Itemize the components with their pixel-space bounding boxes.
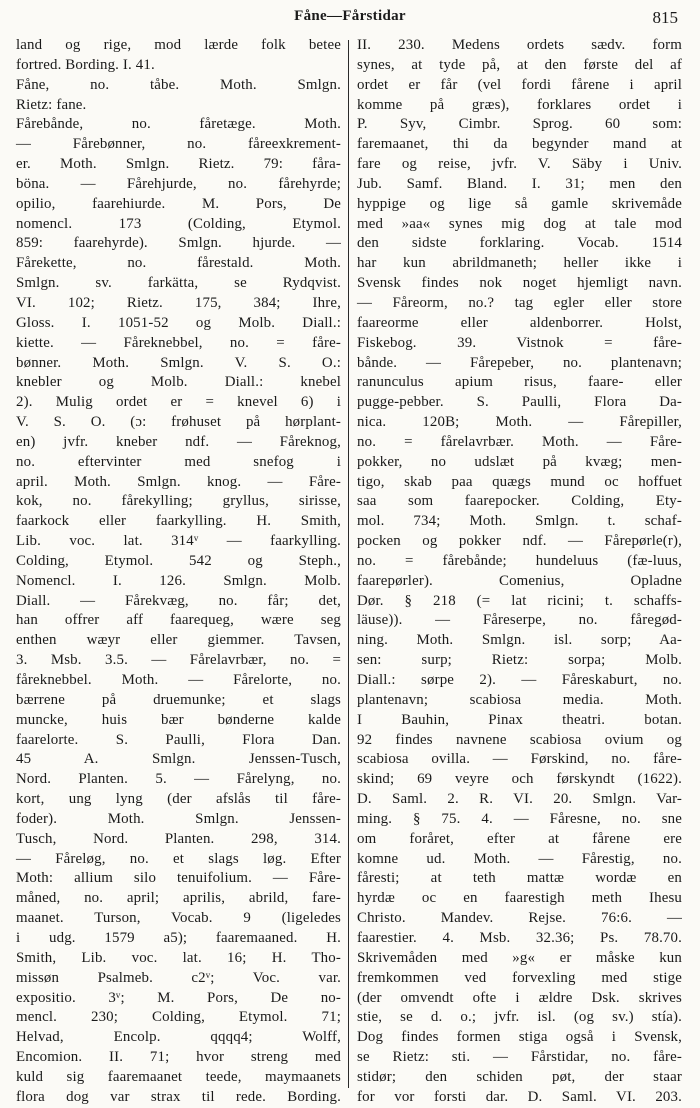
right-column-line: om foråret, efter at fårene ere [357, 830, 682, 847]
left-column-line: Fåne, no. tåbe. Moth. Smlgn. [16, 76, 341, 93]
left-column-line: Colding, Etymol. 542 og Steph., [16, 552, 341, 569]
right-column-line: 92 findes navnene scabiosa ovium og [357, 731, 682, 748]
left-column-line: V. S. O. (ɔ: frøhuset på hørplant- [16, 414, 341, 431]
left-column-line: Nord. Planten. 5. — Fårelyng, no. [16, 771, 341, 788]
left-column-line: bønner. Moth. Smlgn. V. S. O.: [16, 354, 341, 371]
right-column-line: Jub. Samf. Bland. I. 31; men den [357, 175, 682, 192]
right-column-line: komne ud. Moth. — Fårestig, no. [357, 850, 682, 867]
left-column-line: i udg. 1579 a5); faaremaaned. H. [16, 929, 341, 946]
left-column-line: april. Moth. Smlgn. knog. — Fåre- [16, 473, 341, 490]
left-column-line: no. eftervinter med snefog i [16, 453, 341, 470]
left-column-line: Fårekette, no. fårestald. Moth. [16, 255, 341, 272]
right-column-line: bånde. — Fårepeber, no. plantenavn; [357, 354, 682, 371]
left-column-line: kok, no. fårekylling; gryllus, sirisse, [16, 493, 341, 510]
left-column-line: Lib. voc. lat. 314ᵛ — faarkylling. [16, 533, 341, 550]
right-column-line: saa som faarepocker. Colding, Ety- [357, 493, 682, 510]
right-column-line: skind; 69 veyre och førskyndt (1622). [357, 771, 682, 788]
left-column-line: muncke, huis bær bønderne kalde [16, 711, 341, 728]
right-column-line: fåresti; at teth mattæ wordæ en [357, 870, 682, 887]
right-column-line: mol. 734; Moth. Smlgn. t. schaf- [357, 513, 682, 530]
left-column-line: 45 A. Smlgn. Jenssen-Tusch, [16, 751, 341, 768]
left-column-line: land og rige, mod lærde folk betee [16, 37, 341, 53]
right-column-line: Christo. Mandev. Rejse. 76:6. — [357, 910, 682, 927]
right-column-line: se Rietz: sti. — Fårstidar, no. fåre- [357, 1049, 682, 1066]
left-column-line: fåreknebbel. Moth. — Fårelorte, no. [16, 672, 341, 688]
left-column-line: Tusch, Nord. Planten. 298, 314. [16, 830, 341, 847]
column-divider [348, 40, 349, 1088]
left-column-line: 3. Msb. 3.5. — Fårelavrbær, no. = [16, 652, 341, 669]
left-column-line: maanet. Turson, Vocab. 9 (ligeledes [16, 910, 341, 927]
left-column [16, 36, 341, 1105]
left-column-line: Moth: allium silo tenuifolium. — Fåre- [16, 870, 341, 887]
left-column-line: en) jvfr. kneber ndf. — Fåreknog, [16, 433, 341, 450]
right-column-line: ranunculus apium risus, faare- eller [357, 374, 682, 391]
left-column-line: knebler og Molb. Diall.: knebel [16, 374, 341, 391]
left-column-line: måned, no. april; aprilis, abrild, fare- [16, 890, 341, 907]
left-column-line: enthen wæyr eller giemmer. Tavsen, [16, 632, 341, 649]
left-column-line: kort, ung lyng (der afslås til fåre- [16, 791, 341, 808]
right-column-line: for vor forsti dar. D. Saml. VI. 203. [357, 1088, 682, 1105]
left-column-line: missøn Psalmeb. c2ᵛ; Voc. var. [16, 969, 341, 986]
left-column-line: kuld sig faaremaanet teede, maymaanets [16, 1068, 341, 1085]
left-column-line: Diall. — Fårekvæg, no. får; det, [16, 592, 341, 609]
right-column-line: den sidste forklaring. Vocab. 1514 [357, 235, 682, 252]
right-column-line: stidør; den schiden pøt, der staar [357, 1068, 682, 1085]
right-column-line: Diall.: sørpe 2). — Fåreskaburt, no. [357, 672, 682, 688]
right-column-line: fare og reise, jvfr. V. Säby i Univ. [357, 156, 682, 173]
right-column-line: stie, se d. o.; jvfr. isl. (og sv.) stía). [357, 1009, 682, 1026]
left-column-line: Rietz: fane. [16, 96, 87, 113]
left-column-line: mencl. 230; Colding, Etymol. 71; [16, 1009, 341, 1026]
right-column-line: ning. Moth. Smlgn. isl. sorp; Aa- [357, 632, 682, 649]
left-column-line: Helvad, Encolp. qqqq4; Wolff, [16, 1029, 341, 1046]
left-column-line: expositio. 3ᵛ; M. Pors, De no- [16, 989, 341, 1006]
right-column-line: Svensk findes nok noget hjemligt navn. [357, 275, 682, 292]
left-column-line: Fårebånde, no. fåretæge. Moth. [16, 116, 341, 133]
right-column-line: Dog findes formen stiga også i Svensk, [357, 1029, 682, 1046]
left-column-line: opilio, faarehiurde. M. Pors, De [16, 195, 341, 212]
left-column-line: 859: faarehyrde). Smlgn. hjurde. — [16, 235, 341, 252]
right-column-line: ming. § 75. 4. — Fåresne, no. sne [357, 810, 682, 827]
left-column-line: foder). Moth. Smlgn. Jenssen- [16, 810, 341, 827]
right-column-line: II. 230. Medens ordets sædv. form [357, 37, 682, 53]
right-column-line: sen: surp; Rietz: sorpa; Molb. [357, 652, 682, 669]
right-column-line: faarestier. 4. Msb. 32.36; Ps. 78.70. [357, 929, 682, 946]
right-column-line: Dør. § 218 (= lat ricini; t. schaffs- [357, 592, 682, 609]
left-column-line: Smith, Lib. voc. lat. 16; H. Tho- [16, 949, 341, 966]
right-column-line: med »aa« synes mig dog at tale mod [357, 215, 682, 232]
running-title: Fåne—Fårstidar [294, 8, 406, 24]
right-column-line: komme på græs), forklares ordet i [357, 96, 682, 113]
left-column-line: fortred. Bording. I. 41. [16, 56, 155, 73]
right-column-line: (der omvendt ofte i ældre Dsk. skrives [357, 989, 682, 1006]
right-column-line: hyppige og lige så gamle skrivemåde [357, 195, 682, 212]
left-column-line: bærrene på druemunke; et slags [16, 691, 341, 708]
right-column-line: pugge-pebber. S. Paulli, Flora Da- [357, 394, 682, 411]
left-column-line: — Fårebønner, no. fåreexkrement- [16, 136, 341, 153]
right-column-line: pocken og pokker ndf. — Fårepørle(r), [357, 533, 682, 550]
left-column-line: er. Moth. Smlgn. Rietz. 79: fåra- [16, 156, 341, 173]
right-column-line: ordet er får (vel fordi fårene i april [357, 76, 682, 93]
right-column-line: Skrivemåden med »g« er måske kun [357, 949, 682, 966]
right-column-line: no. = fårebånde; hundeluus (fæ-luus, [357, 552, 682, 569]
left-column-line: flora dog var strax til rede. Bording. [16, 1088, 341, 1105]
right-column-line: — Fåreorm, no.? tag egler eller store [357, 294, 682, 311]
right-column-line: nica. 120B; Moth. — Fårepiller, [357, 414, 682, 431]
right-column-line: läuse)). — Fåreserpe, no. fåregød- [357, 612, 682, 629]
left-column-line: — Fåreløg, no. et slags løg. Efter [16, 850, 341, 867]
right-column-line: D. Saml. 2. R. VI. 20. Smlgn. Var- [357, 791, 682, 808]
left-column-line: Nomencl. I. 126. Smlgn. Molb. [16, 572, 341, 589]
right-column-line: Fiskebog. 39. Vistnok = fåre- [357, 334, 682, 351]
right-column-line: I Bauhin, Pinax theatri. botan. [357, 711, 682, 728]
left-column-line: faarelorte. S. Paulli, Flora Dan. [16, 731, 341, 748]
right-column-line: P. Syv, Cimbr. Sprog. 60 som: [357, 116, 682, 133]
right-column-line: scabiosa ovilla. — Førskind, no. fåre- [357, 751, 682, 768]
right-column-line: plantenavn; scabiosa media. Moth. [357, 691, 682, 708]
right-column-line: no. = fårelavrbær. Moth. — Fåre- [357, 433, 682, 450]
right-column-line: faarepørler). Comenius, Opladne [357, 572, 682, 589]
left-column-line: Encomion. II. 71; hvor streng med [16, 1049, 341, 1066]
right-column-line: hyrdæ oc en faarestigh meth Ihesu [357, 890, 682, 907]
left-column-line: han offrer aff faarequeg, wære seg [16, 612, 341, 629]
left-column-line: nomencl. 173 (Colding, Etymol. [16, 215, 341, 232]
page-number: 815 [652, 8, 678, 27]
left-column-line: Smlgn. sv. farkätta, se Rydqvist. [16, 275, 341, 292]
right-column-line: pokker, no udslæt på kvæg; men- [357, 453, 682, 470]
left-column-line: 2). Mulig ordet er = knevel 6) i [16, 394, 341, 411]
right-column-line: faremaanet, thi da begynder mand at [357, 136, 682, 153]
right-column [357, 36, 682, 1105]
left-column-line: VI. 102; Rietz. 175, 384; Ihre, [16, 294, 341, 311]
right-column-line: har kun abrildmaneth; heller ikke i [357, 255, 682, 272]
right-column-line: tigo, skab paa quægs mund oc hoffuet [357, 473, 682, 490]
left-column-line: böna. — Fårehjurde, no. fårehyrde; [16, 175, 341, 192]
left-column-line: kiette. — Fåreknebbel, no. = fåre- [16, 334, 341, 351]
right-column-line: synes, at tyde på, at den første del af [357, 56, 682, 73]
left-column-line: Gloss. I. 1051-52 og Molb. Diall.: [16, 314, 341, 331]
right-column-line: faareorme eller aldenborrer. Holst, [357, 314, 682, 331]
right-column-line: fremkommen ved forvexling med stige [357, 969, 682, 986]
running-head [0, 8, 700, 32]
left-column-line: faarkock eller faarkylling. H. Smith, [16, 513, 341, 530]
